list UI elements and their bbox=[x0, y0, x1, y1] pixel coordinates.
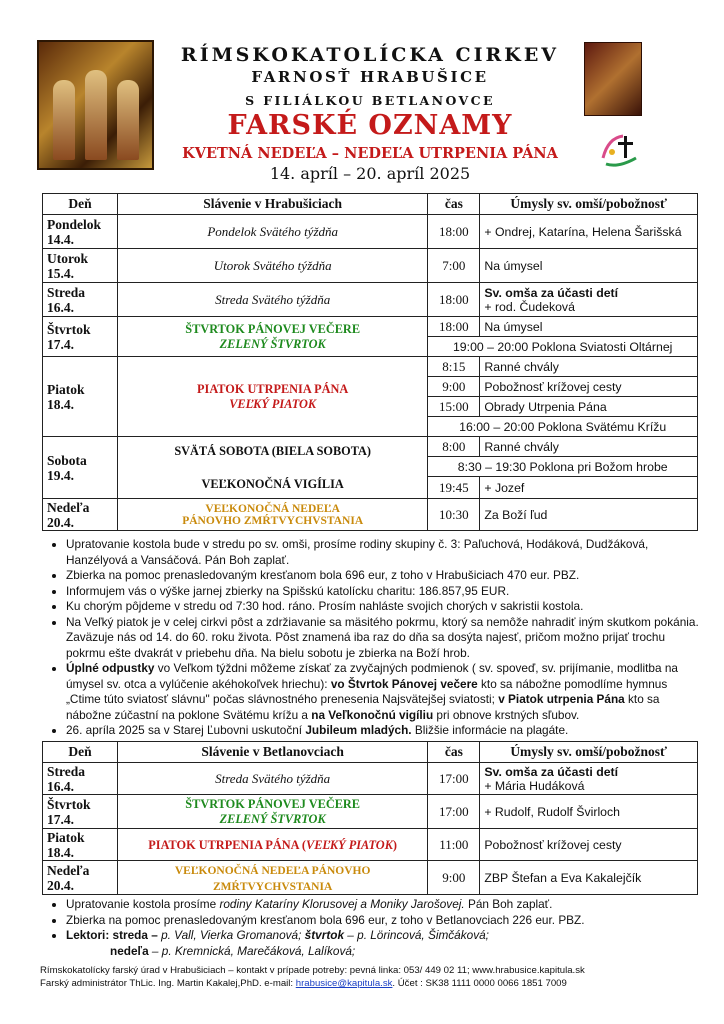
time-cell: 10:30 bbox=[428, 499, 480, 531]
announcements-betlanovce bbox=[40, 897, 700, 959]
day-cell bbox=[43, 829, 118, 861]
altar-saints-image bbox=[37, 40, 154, 170]
day-date: 16.4. bbox=[47, 778, 74, 794]
intent-cell: Obrady Utrpenia Pána bbox=[480, 397, 698, 417]
col-intent: Úmysly sv. omší/pobožnosť bbox=[480, 194, 698, 215]
table-row bbox=[43, 437, 698, 457]
day-date: 15.4. bbox=[47, 265, 74, 281]
day-cell bbox=[43, 437, 118, 499]
page-title: FARSKÉ OZNAMY bbox=[227, 110, 513, 141]
table-row bbox=[43, 763, 698, 795]
church-name: RÍMSKOKATOLÍCKA CIRKEV bbox=[180, 44, 560, 66]
day-name: Pondelok bbox=[47, 216, 102, 232]
announcement-item: • Úplné odpustky vo Veľkom týždni môžeme získať za zvyčajných podmienok ( sv. spoveď, sv. prijímanie, modlitba na úmysel sv. otca a vylúčenie akéhokoľvek hriechu): vo Štvrtok Pánovej večere kto sa nábožne pomodlíme hymnus „Ctime túto sviatosť slávnu" počas slávnostného prenesenia Najsvätejšej sviatosti; v Piatok utrpenia Pána kto sa nábožne zúčastní na poklone Svätému krížu a na Veľkonočnú vigíliu pri obnove krstných sľubov. bbox=[66, 661, 700, 723]
filial-name: S FILIÁLKOU BETLANOVCE bbox=[245, 93, 495, 108]
time-cell: 18:00 bbox=[428, 215, 480, 249]
time-cell: 11:00 bbox=[428, 829, 480, 861]
announcement-item: • Upratovanie kostola prosíme rodiny Kataríny Klorusovej a Moniky Jarošovej. Pán Boh zaplať. bbox=[66, 897, 700, 913]
day-cell bbox=[43, 215, 118, 249]
col-day: Deň bbox=[43, 742, 118, 763]
day-cell bbox=[43, 357, 118, 437]
day-date: 14.4. bbox=[47, 231, 74, 247]
adoration-cell: 19:00 – 20:00 Poklona Sviatosti Oltárnej bbox=[428, 337, 698, 357]
time-cell: 15:00 bbox=[428, 397, 480, 417]
day-date: 16.4. bbox=[47, 299, 74, 315]
day-cell bbox=[43, 283, 118, 317]
celebration-title: SVÄTÁ SOBOTA (BIELA SOBOTA) bbox=[174, 443, 372, 458]
day-name: Sobota bbox=[47, 452, 87, 468]
intent-cell: ZBP Štefan a Eva Kakalejčík bbox=[480, 861, 698, 895]
celebration-cell: PIATOK UTRPENIA PÁNA (VEĽKÝ PIATOK) bbox=[117, 829, 427, 861]
footer-admin: Farský administrátor ThLic. Ing. Martin Kakalej,PhD. e-mail: hrabusice@kapitula.sk. Účet : SK38 1111 0000 0066 1851 7009 bbox=[40, 978, 567, 989]
celebration-subtitle: VEĽKÝ PIATOK bbox=[229, 396, 317, 411]
day-name: Utorok bbox=[47, 250, 89, 266]
day-date: 18.4. bbox=[47, 396, 74, 412]
footer bbox=[40, 964, 700, 990]
day-date: 18.4. bbox=[47, 844, 74, 860]
intent-cell: Na úmysel bbox=[480, 249, 698, 283]
celebration-cell: Utorok Svätého týždňa bbox=[117, 249, 427, 283]
intent-cell: Ranné chvály bbox=[480, 357, 698, 377]
intent-bold: Sv. omša za účasti detí bbox=[484, 764, 619, 779]
intent-bold: Sv. omša za účasti detí bbox=[484, 285, 619, 300]
day-cell bbox=[43, 763, 118, 795]
email-link[interactable]: hrabusice@kapitula.sk bbox=[295, 978, 393, 989]
time-cell: 18:00 bbox=[428, 283, 480, 317]
intent-cell: Pobožnosť krížovej cesty bbox=[480, 829, 698, 861]
intent-cell: + Jozef bbox=[480, 477, 698, 499]
announcement-item: • Na Veľký piatok je v celej cirkvi pôst a zdržiavanie sa mäsitého pokrmu, ktorý sa nemôže nahradiť iným skutkom pokánia. Zaväzuje nás od 14. do 60. roku života. Pôst znamená iba raz do dňa sa dosýta najesť, pričom možno prijať trochu pokrmu ešte dvakrát v priebehu dňa. Na bielu sobotu je zbierka na Boží hrob. bbox=[66, 615, 700, 662]
day-cell bbox=[43, 317, 118, 357]
day-name: Streda bbox=[47, 763, 86, 779]
celebration-cell bbox=[117, 317, 427, 357]
jubilee-logo-icon bbox=[598, 128, 644, 178]
announcement-item: • 26. apríla 2025 sa v Starej Ľubovni uskutoční Jubileum mladých. Bližšie informácie na plagáte. bbox=[66, 723, 700, 739]
day-name: Streda bbox=[47, 284, 86, 300]
celebration-title: VEĽKONOČNÁ NEDEĽA bbox=[205, 502, 340, 515]
announcement-item: • Zbierka na pomoc prenasledovaným kresťanom bola 696 eur, z toho v Betlanovciach 226 eur. PBZ. bbox=[66, 913, 700, 929]
table-row bbox=[43, 249, 698, 283]
time-cell: 19:45 bbox=[428, 477, 480, 499]
time-cell: 9:00 bbox=[428, 377, 480, 397]
day-cell bbox=[43, 499, 118, 531]
day-date: 20.4. bbox=[47, 514, 74, 530]
col-celebration: Slávenie v Hrabušiciach bbox=[117, 194, 427, 215]
time-cell: 17:00 bbox=[428, 763, 480, 795]
celebration-title: PIATOK UTRPENIA PÁNA bbox=[197, 381, 349, 396]
announcement-item: • Informujem vás o výške jarnej zbierky na Spišskú katolícku charitu: 186.857,95 EUR. bbox=[66, 584, 700, 600]
day-date: 17.4. bbox=[47, 336, 74, 352]
time-cell: 18:00 bbox=[428, 317, 480, 337]
table-row bbox=[43, 795, 698, 829]
day-date: 20.4. bbox=[47, 877, 74, 893]
celebration-cell: Streda Svätého týždňa bbox=[117, 283, 427, 317]
day-name: Piatok bbox=[47, 829, 85, 845]
adoration-cell: 8:30 – 19:30 Poklona pri Božom hrobe bbox=[428, 457, 698, 477]
celebration-cell bbox=[117, 499, 427, 531]
intent-cell: Na úmysel bbox=[480, 317, 698, 337]
celebration-cell: Streda Svätého týždňa bbox=[117, 763, 427, 795]
celebration-subtitle: ZELENÝ ŠTVRTOK bbox=[219, 811, 326, 826]
intent-cell: Ranné chvály bbox=[480, 437, 698, 457]
schedule-table-betlanovce bbox=[42, 741, 698, 895]
day-cell bbox=[43, 249, 118, 283]
saints-painting-image bbox=[584, 42, 642, 116]
intent-cell: Pobožnosť krížovej cesty bbox=[480, 377, 698, 397]
adoration-cell: 16:00 – 20:00 Poklona Svätému Krížu bbox=[428, 417, 698, 437]
time-cell: 9:00 bbox=[428, 861, 480, 895]
intent-text: + rod. Čudeková bbox=[484, 299, 575, 314]
celebration-cell bbox=[117, 437, 427, 499]
announcement-item: • Lektori: streda – p. Vall, Vierka Gromanová; štvrtok – p. Lörincová, Šimčáková; nedeľa – p. Kremnická, Marečáková, Lalíková; bbox=[66, 928, 700, 959]
col-celebration: Slávenie v Betlanovciach bbox=[117, 742, 427, 763]
day-date: 17.4. bbox=[47, 811, 74, 827]
day-name: Nedeľa bbox=[47, 862, 90, 878]
col-time: čas bbox=[428, 742, 480, 763]
time-cell: 8:00 bbox=[428, 437, 480, 457]
col-time: čas bbox=[428, 194, 480, 215]
day-name: Piatok bbox=[47, 381, 85, 397]
celebration-subtitle: PÁNOVHO ZMŔTVYCHVSTANIA bbox=[182, 514, 364, 527]
col-intent: Úmysly sv. omší/pobožnosť bbox=[480, 742, 698, 763]
table-header-row bbox=[43, 742, 698, 763]
page-subtitle: KVETNÁ NEDEĽA – NEDEĽA UTRPENIA PÁNA bbox=[182, 145, 558, 162]
intent-cell: + Rudolf, Rudolf Švirloch bbox=[480, 795, 698, 829]
celebration-subtitle: VEĽKONOČNÁ VIGÍLIA bbox=[201, 476, 344, 491]
day-cell bbox=[43, 795, 118, 829]
day-name: Nedeľa bbox=[47, 499, 90, 515]
date-range: 14. apríl – 20. apríl 2025 bbox=[269, 164, 471, 183]
intent-text: + Mária Hudáková bbox=[484, 778, 585, 793]
celebration-cell bbox=[117, 357, 427, 437]
table-row bbox=[43, 317, 698, 337]
announcement-item: • Ku chorým pôjdeme v stredu od 7:30 hod. ráno. Prosím nahláste svojich chorých v sakristii kostola. bbox=[66, 599, 700, 615]
announcements-hrabusice bbox=[40, 537, 700, 739]
table-row bbox=[43, 215, 698, 249]
parish-name: FARNOSŤ HRABUŠICE bbox=[251, 68, 489, 86]
table-row bbox=[43, 357, 698, 377]
day-cell bbox=[43, 861, 118, 895]
celebration-title: ŠTVRTOK PÁNOVEJ VEČERE bbox=[185, 321, 361, 336]
celebration-subtitle: ZELENÝ ŠTVRTOK bbox=[219, 336, 326, 351]
day-date: 19.4. bbox=[47, 467, 74, 483]
announcement-item: • Zbierka na pomoc prenasledovaným kresťanom bola 696 eur, z toho v Hrabušiciach 470 eur. PBZ. bbox=[66, 568, 700, 584]
celebration-cell: VEĽKONOČNÁ NEDEĽA PÁNOVHO ZMŔTVYCHVSTANIA bbox=[117, 861, 427, 895]
table-row bbox=[43, 283, 698, 317]
schedule-table-hrabusice bbox=[42, 193, 698, 531]
intent-cell: Za Boží ľud bbox=[480, 499, 698, 531]
announcement-item: • Upratovanie kostola bude v stredu po sv. omši, prosíme rodiny skupiny č. 3: Paľuchová, Hodáková, Dudžáková, Hanzélyová a Vansáčová. Pán Boh zaplať. bbox=[66, 537, 700, 568]
table-row bbox=[43, 829, 698, 861]
intent-cell bbox=[480, 283, 698, 317]
table-header-row bbox=[43, 194, 698, 215]
intent-cell bbox=[480, 763, 698, 795]
table-row bbox=[43, 499, 698, 531]
celebration-title: ŠTVRTOK PÁNOVEJ VEČERE bbox=[185, 796, 361, 811]
day-name: Štvrtok bbox=[47, 321, 91, 337]
time-cell: 7:00 bbox=[428, 249, 480, 283]
celebration-cell: Pondelok Svätého týždňa bbox=[117, 215, 427, 249]
footer-contact: Rímskokatolícky farský úrad v Hrabušiciach – kontakt v prípade potreby: pevná linka: 053/ 449 02 11; www.hrabusice.kapitula.sk bbox=[40, 965, 585, 976]
time-cell: 17:00 bbox=[428, 795, 480, 829]
intent-cell: + Ondrej, Katarína, Helena Šarišská bbox=[480, 215, 698, 249]
table-row bbox=[43, 861, 698, 895]
day-name: Štvrtok bbox=[47, 796, 91, 812]
time-cell: 8:15 bbox=[428, 357, 480, 377]
celebration-cell bbox=[117, 795, 427, 829]
col-day: Deň bbox=[43, 194, 118, 215]
